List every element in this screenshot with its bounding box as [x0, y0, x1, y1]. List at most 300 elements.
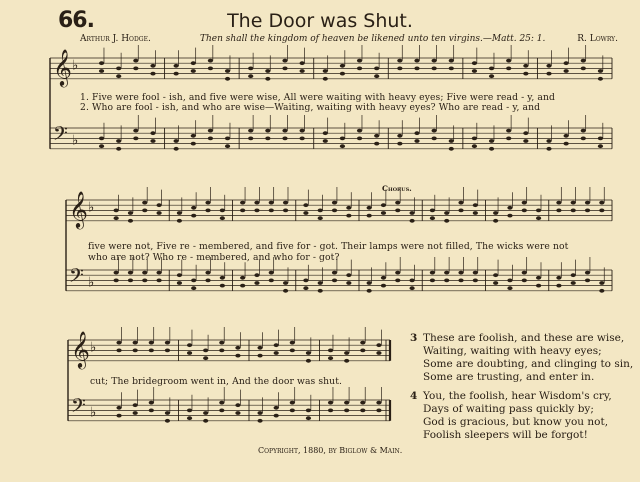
note-head [507, 286, 512, 290]
note-head [409, 219, 414, 223]
note-head [205, 279, 210, 283]
note-head [444, 271, 449, 275]
note-head [165, 341, 170, 345]
note-head [254, 209, 259, 213]
note-head [283, 281, 288, 285]
note-head [598, 77, 603, 81]
note-head [493, 219, 498, 223]
note-head [458, 209, 463, 213]
note-head [290, 409, 295, 413]
note-head [581, 137, 586, 141]
note-head [248, 129, 253, 133]
note-head [458, 201, 463, 205]
note-head [174, 64, 179, 68]
note-head [220, 284, 225, 288]
note-head [536, 209, 541, 213]
note-head [523, 139, 528, 143]
note-head [269, 271, 274, 275]
note-head [522, 209, 527, 213]
note-head [156, 211, 161, 215]
note-head [430, 209, 435, 213]
note-head [430, 279, 435, 283]
note-head [458, 279, 463, 283]
note-head [248, 74, 253, 78]
lyric-line: who are not? Who re - membered, and who for - got? [88, 252, 340, 263]
note-head [191, 214, 196, 218]
note-head [344, 359, 349, 363]
note-head [523, 72, 528, 76]
note-head [328, 401, 333, 405]
verse-line: Some are trusting, and enter in. [423, 371, 595, 383]
note-head [472, 69, 477, 73]
note-head [376, 409, 381, 413]
note-head [449, 59, 454, 63]
note-head [395, 209, 400, 213]
note-head [133, 411, 138, 415]
note-head [203, 411, 208, 415]
note-head [116, 349, 121, 353]
note-head [318, 209, 323, 213]
note-head [265, 137, 270, 141]
note-head [257, 354, 262, 358]
note-head [149, 409, 154, 413]
note-head [283, 209, 288, 213]
note-head [240, 284, 245, 288]
note-head [323, 131, 328, 135]
note-head [397, 67, 402, 71]
note-head [208, 67, 213, 71]
copyright-notice: Copyright, 1880, by Biglow & Main. [258, 446, 403, 455]
note-head [374, 134, 379, 138]
note-head [187, 343, 192, 347]
note-head [585, 209, 590, 213]
note-head [318, 289, 323, 293]
note-head [323, 139, 328, 143]
note-head [489, 139, 494, 143]
note-head [599, 209, 604, 213]
note-head [156, 279, 161, 283]
note-head [191, 279, 196, 283]
note-head [546, 72, 551, 76]
verse-line: Waiting, waiting with heavy eyes; [423, 345, 602, 357]
flat-sign: ♭ [90, 404, 97, 421]
note-head [150, 131, 155, 135]
note-head [187, 351, 192, 355]
note-head [414, 139, 419, 143]
note-head [332, 209, 337, 213]
note-head [536, 216, 541, 220]
note-head [598, 69, 603, 73]
note-head [546, 64, 551, 68]
note-head [489, 74, 494, 78]
note-head [346, 214, 351, 218]
note-head [381, 276, 386, 280]
note-head [323, 77, 328, 81]
note-head [235, 403, 240, 407]
note-head [300, 61, 305, 65]
note-head [254, 201, 259, 205]
note-head [257, 419, 262, 423]
note-head [571, 281, 576, 285]
flat-sign: ♭ [72, 57, 79, 74]
verse-line: Foolish sleepers will be forgot! [423, 429, 588, 441]
note-head [274, 351, 279, 355]
lyric-line: 1. Five were fool - ish, and five were wise, All were waiting with heavy eyes; Five were read - y, and [80, 92, 555, 103]
flat-sign: ♭ [88, 274, 95, 291]
note-head [99, 61, 104, 65]
verse-line: These are foolish, and these are wise, [423, 332, 625, 344]
note-head [381, 203, 386, 207]
verse-line: You, the foolish, hear Wisdom's cry, [423, 390, 612, 402]
note-head [114, 209, 119, 213]
note-head [506, 59, 511, 63]
note-head [156, 271, 161, 275]
note-head [174, 147, 179, 151]
note-head [381, 211, 386, 215]
note-head [133, 137, 138, 141]
note-head [376, 351, 381, 355]
note-head [116, 406, 121, 410]
note-head [473, 211, 478, 215]
hymn-title: The Door was Shut. [227, 10, 413, 32]
note-head [205, 271, 210, 275]
note-head [208, 137, 213, 141]
note-head [225, 144, 230, 148]
note-head [114, 271, 119, 275]
lyric-line: five were not, Five re - membered, and five for - got. Their lamps were not filled, The wicks were not [88, 241, 569, 252]
note-head [142, 271, 147, 275]
note-head [225, 137, 230, 141]
note-head [133, 129, 138, 133]
note-head [598, 137, 603, 141]
verse-number: 3 [410, 332, 418, 344]
note-head [444, 211, 449, 215]
note-head [432, 129, 437, 133]
note-head [300, 129, 305, 133]
note-head [332, 201, 337, 205]
note-head [165, 419, 170, 423]
note-head [306, 351, 311, 355]
note-head [282, 67, 287, 71]
note-head [414, 67, 419, 71]
verse-number: 4 [410, 390, 418, 402]
note-head [156, 203, 161, 207]
note-head [472, 144, 477, 148]
note-head [444, 219, 449, 223]
note-head [290, 401, 295, 405]
note-head [489, 147, 494, 151]
note-head [282, 137, 287, 141]
note-head [203, 419, 208, 423]
note-head [564, 61, 569, 65]
note-head [571, 209, 576, 213]
note-head [318, 216, 323, 220]
note-head [506, 129, 511, 133]
note-head [219, 341, 224, 345]
note-head [599, 289, 604, 293]
note-head [357, 67, 362, 71]
note-head [116, 139, 121, 143]
note-head [458, 271, 463, 275]
note-head [128, 271, 133, 275]
note-head [303, 203, 308, 207]
note-head [303, 286, 308, 290]
note-head [128, 211, 133, 215]
note-head [150, 72, 155, 76]
note-head [414, 131, 419, 135]
note-head [395, 271, 400, 275]
note-head [581, 67, 586, 71]
note-head [133, 403, 138, 407]
note-head [116, 147, 121, 151]
note-head [357, 137, 362, 141]
scripture-reference: Then shall the kingdom of heaven be likened unto ten virgins.—Matt. 25: 1. [200, 34, 546, 44]
note-head [116, 74, 121, 78]
note-head [150, 64, 155, 68]
note-head [472, 61, 477, 65]
note-head [235, 354, 240, 358]
note-head [165, 411, 170, 415]
additional-verses [410, 332, 633, 448]
note-head [265, 129, 270, 133]
verse-line: Some are doubting, and clinging to sin, [423, 358, 634, 370]
note-head [473, 271, 478, 275]
note-head [432, 59, 437, 63]
note-head [219, 401, 224, 405]
note-head [203, 349, 208, 353]
flat-sign: ♭ [90, 339, 97, 356]
note-head [546, 147, 551, 151]
note-head [328, 409, 333, 413]
note-head [357, 59, 362, 63]
note-head [430, 271, 435, 275]
note-head [99, 137, 104, 141]
note-head [507, 206, 512, 210]
note-head [240, 276, 245, 280]
verse-4 [410, 390, 633, 442]
note-head [205, 201, 210, 205]
note-head [409, 279, 414, 283]
note-head [220, 276, 225, 280]
note-head [328, 356, 333, 360]
note-head [133, 349, 138, 353]
note-head [191, 142, 196, 146]
note-head [203, 356, 208, 360]
note-head [536, 276, 541, 280]
note-head [235, 346, 240, 350]
note-head [191, 61, 196, 65]
bass-clef: 𝄢 [69, 265, 84, 292]
note-head [397, 59, 402, 63]
hymn-number: 66. [58, 8, 94, 33]
note-head [191, 134, 196, 138]
note-head [472, 137, 477, 141]
note-head [225, 77, 230, 81]
note-head [149, 341, 154, 345]
note-head [367, 214, 372, 218]
note-head [432, 67, 437, 71]
note-head [318, 281, 323, 285]
note-head [473, 279, 478, 283]
note-head [564, 69, 569, 73]
note-head [376, 401, 381, 405]
note-head [177, 211, 182, 215]
note-head [506, 67, 511, 71]
note-head [282, 59, 287, 63]
note-head [581, 129, 586, 133]
note-head [114, 216, 119, 220]
note-head [489, 67, 494, 71]
note-head [357, 129, 362, 133]
lyricist-credit: Arthur J. Hodge. [80, 34, 151, 44]
note-head [114, 279, 119, 283]
note-head [265, 69, 270, 73]
note-head [599, 281, 604, 285]
note-head [133, 67, 138, 71]
note-head [142, 279, 147, 283]
note-head [254, 273, 259, 277]
note-head [522, 279, 527, 283]
note-head [116, 341, 121, 345]
chorus-label: Chorus. [382, 184, 412, 193]
note-head [300, 69, 305, 73]
note-head [585, 201, 590, 205]
note-head [290, 341, 295, 345]
note-head [149, 349, 154, 353]
note-head [381, 284, 386, 288]
note-head [340, 72, 345, 76]
note-head [306, 409, 311, 413]
note-head [191, 286, 196, 290]
note-head [367, 289, 372, 293]
note-head [571, 273, 576, 277]
note-head [254, 281, 259, 285]
note-head [142, 201, 147, 205]
note-head [360, 409, 365, 413]
note-head [599, 201, 604, 205]
note-head [177, 281, 182, 285]
flat-sign: ♭ [72, 132, 79, 149]
note-head [585, 271, 590, 275]
note-head [430, 216, 435, 220]
note-head [367, 206, 372, 210]
note-head [225, 69, 230, 73]
note-head [409, 286, 414, 290]
note-head [274, 414, 279, 418]
note-head [523, 64, 528, 68]
note-head [116, 67, 121, 71]
note-head [581, 59, 586, 63]
note-head [344, 401, 349, 405]
note-head [374, 67, 379, 71]
note-head [556, 201, 561, 205]
treble-clef: 𝄞 [69, 189, 89, 228]
note-head [346, 206, 351, 210]
note-head [432, 137, 437, 141]
note-head [536, 284, 541, 288]
note-head [367, 281, 372, 285]
note-head [205, 209, 210, 213]
note-head [274, 406, 279, 410]
note-head [507, 279, 512, 283]
note-head [360, 349, 365, 353]
note-head [150, 139, 155, 143]
note-head [257, 346, 262, 350]
note-head [346, 281, 351, 285]
note-head [522, 271, 527, 275]
note-head [493, 281, 498, 285]
note-head [290, 349, 295, 353]
note-head [177, 219, 182, 223]
note-head [523, 131, 528, 135]
note-head [493, 211, 498, 215]
note-head [208, 129, 213, 133]
note-head [449, 139, 454, 143]
note-head [323, 69, 328, 73]
note-head [449, 67, 454, 71]
note-head [571, 201, 576, 205]
note-head [332, 279, 337, 283]
note-head [340, 64, 345, 68]
composer-credit: R. Lowry. [577, 34, 618, 44]
note-head [269, 279, 274, 283]
note-head [585, 279, 590, 283]
note-head [257, 411, 262, 415]
note-head [219, 409, 224, 413]
note-head [282, 129, 287, 133]
note-head [274, 343, 279, 347]
note-head [564, 142, 569, 146]
note-head [219, 349, 224, 353]
lyric-line: cut; The bridegroom went in, And the door was shut. [90, 376, 343, 387]
note-head [174, 72, 179, 76]
note-head [283, 201, 288, 205]
note-head [283, 289, 288, 293]
note-head [507, 214, 512, 218]
note-head [303, 211, 308, 215]
note-head [300, 137, 305, 141]
note-head [265, 77, 270, 81]
note-head [220, 216, 225, 220]
note-head [128, 219, 133, 223]
note-head [240, 201, 245, 205]
note-head [303, 279, 308, 283]
note-head [142, 209, 147, 213]
note-head [191, 206, 196, 210]
note-head [346, 273, 351, 277]
note-head [556, 284, 561, 288]
note-head [376, 343, 381, 347]
note-head [598, 144, 603, 148]
note-head [414, 59, 419, 63]
note-head [328, 349, 333, 353]
treble-clef: 𝄞 [53, 47, 73, 86]
note-head [332, 271, 337, 275]
note-head [208, 59, 213, 63]
treble-clef: 𝄞 [71, 329, 91, 368]
note-head [306, 359, 311, 363]
note-head [344, 409, 349, 413]
note-head [191, 69, 196, 73]
note-head [556, 209, 561, 213]
note-head [522, 201, 527, 205]
note-head [374, 74, 379, 78]
note-head [473, 203, 478, 207]
note-head [360, 401, 365, 405]
note-head [248, 137, 253, 141]
note-head [99, 144, 104, 148]
bass-clef: 𝄢 [53, 123, 68, 150]
